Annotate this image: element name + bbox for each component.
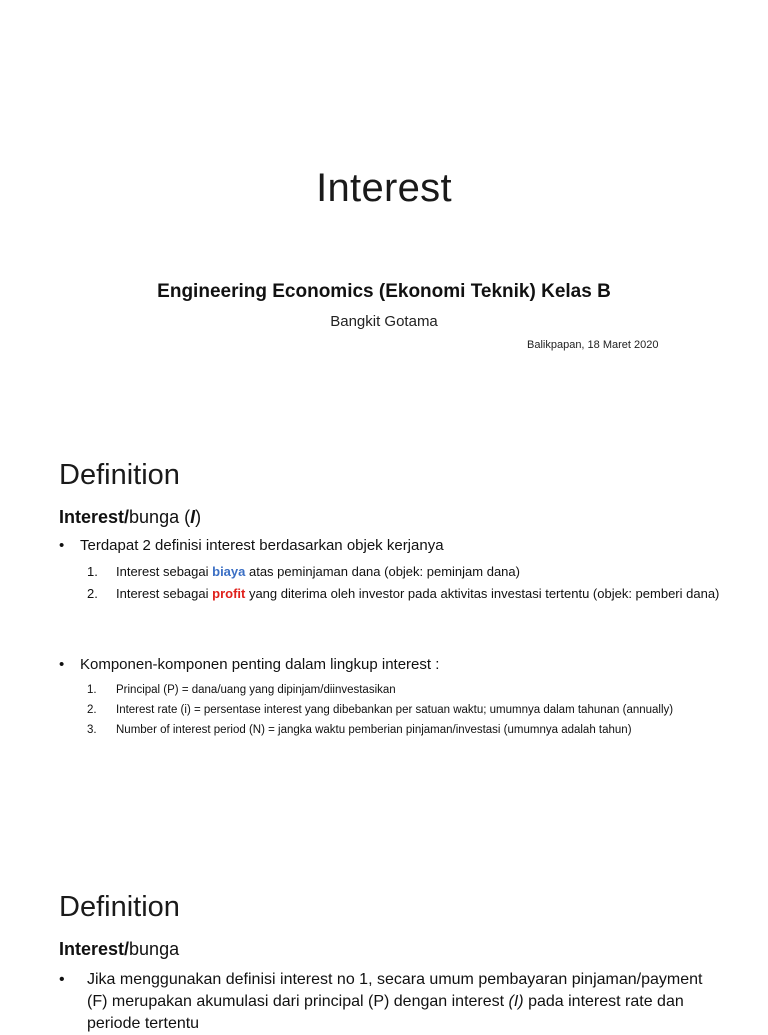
list-text-post: yang diterima oleh investor pada aktivitas investasi tertentu (objek: pemberi dana) bbox=[245, 586, 720, 601]
slide-title: Interest bbox=[316, 166, 452, 210]
bullet-text: Terdapat 2 definisi interest berdasarkan objek kerjanya bbox=[80, 537, 444, 554]
list-number: 2. bbox=[87, 586, 98, 601]
bullet-dot-icon: • bbox=[59, 537, 65, 554]
course-subtitle: Engineering Economics (Ekonomi Teknik) Kelas B bbox=[157, 281, 611, 302]
list-item bbox=[87, 722, 727, 738]
subhead-symbol: I bbox=[190, 507, 196, 527]
list-item bbox=[87, 585, 727, 603]
list-item bbox=[87, 563, 727, 581]
subhead-rest: bunga bbox=[129, 939, 180, 959]
highlight-profit: profit bbox=[212, 586, 246, 601]
highlight-biaya: biaya bbox=[212, 564, 246, 579]
bullet-text bbox=[87, 969, 719, 1035]
bullet-item bbox=[59, 656, 439, 673]
slide-heading: Definition bbox=[59, 459, 180, 491]
list-text: Interest rate (i) = persentase interest yang dibebankan per satuan waktu; umumnya dalam tahunan (annually) bbox=[116, 704, 674, 716]
title-slide bbox=[0, 0, 768, 432]
list-text bbox=[116, 585, 727, 603]
subhead-bold: Interest/ bbox=[59, 939, 130, 959]
list-text-pre: Interest sebagai bbox=[116, 586, 213, 601]
list-text-pre: Interest sebagai bbox=[116, 564, 213, 579]
bullet-dot-icon: • bbox=[59, 971, 65, 988]
bullet-item bbox=[59, 537, 444, 554]
date-location: Balikpapan, 18 Maret 2020 bbox=[527, 339, 659, 351]
numbered-list-definitions bbox=[87, 563, 727, 607]
bullet-text: Komponen-komponen penting dalam lingkup interest : bbox=[80, 656, 440, 673]
bullet-symbol: (I) bbox=[508, 993, 524, 1010]
bullet-dot-icon: • bbox=[59, 656, 65, 673]
list-text: Principal (P) = dana/uang yang dipinjam/diinvestasikan bbox=[116, 684, 396, 696]
slide-subheading bbox=[59, 939, 179, 960]
numbered-list-components bbox=[87, 682, 727, 742]
author-name: Bangkit Gotama bbox=[330, 313, 438, 330]
list-number: 2. bbox=[87, 704, 97, 716]
slide-subheading bbox=[59, 507, 201, 528]
list-item bbox=[87, 682, 727, 698]
bullet-item bbox=[59, 969, 719, 1035]
definition-slide-1 bbox=[0, 432, 768, 864]
list-number: 1. bbox=[87, 684, 97, 696]
list-number: 1. bbox=[87, 564, 98, 579]
subhead-close: ) bbox=[195, 507, 202, 527]
list-item bbox=[87, 702, 727, 718]
slide-heading: Definition bbox=[59, 891, 180, 923]
list-text: Number of interest period (N) = jangka waktu pemberian pinjaman/investasi (umumnya adalah tahun) bbox=[116, 724, 632, 736]
subhead-bold: Interest/ bbox=[59, 507, 130, 527]
bullet-text-tail: pada interest rate dan periode tertentu bbox=[87, 993, 684, 1032]
list-number: 3. bbox=[87, 724, 97, 736]
subhead-rest: bunga ( bbox=[129, 507, 191, 527]
bullet-text-main: Jika menggunakan definisi interest no 1, secara umum pembayaran pinjaman/payment (F) merupakan akumulasi dari principal (P) dengan interest bbox=[87, 971, 703, 1010]
list-text bbox=[116, 563, 727, 581]
definition-slide-2 bbox=[0, 864, 768, 1032]
list-text-post: atas peminjaman dana (objek: peminjam dana) bbox=[245, 564, 520, 579]
